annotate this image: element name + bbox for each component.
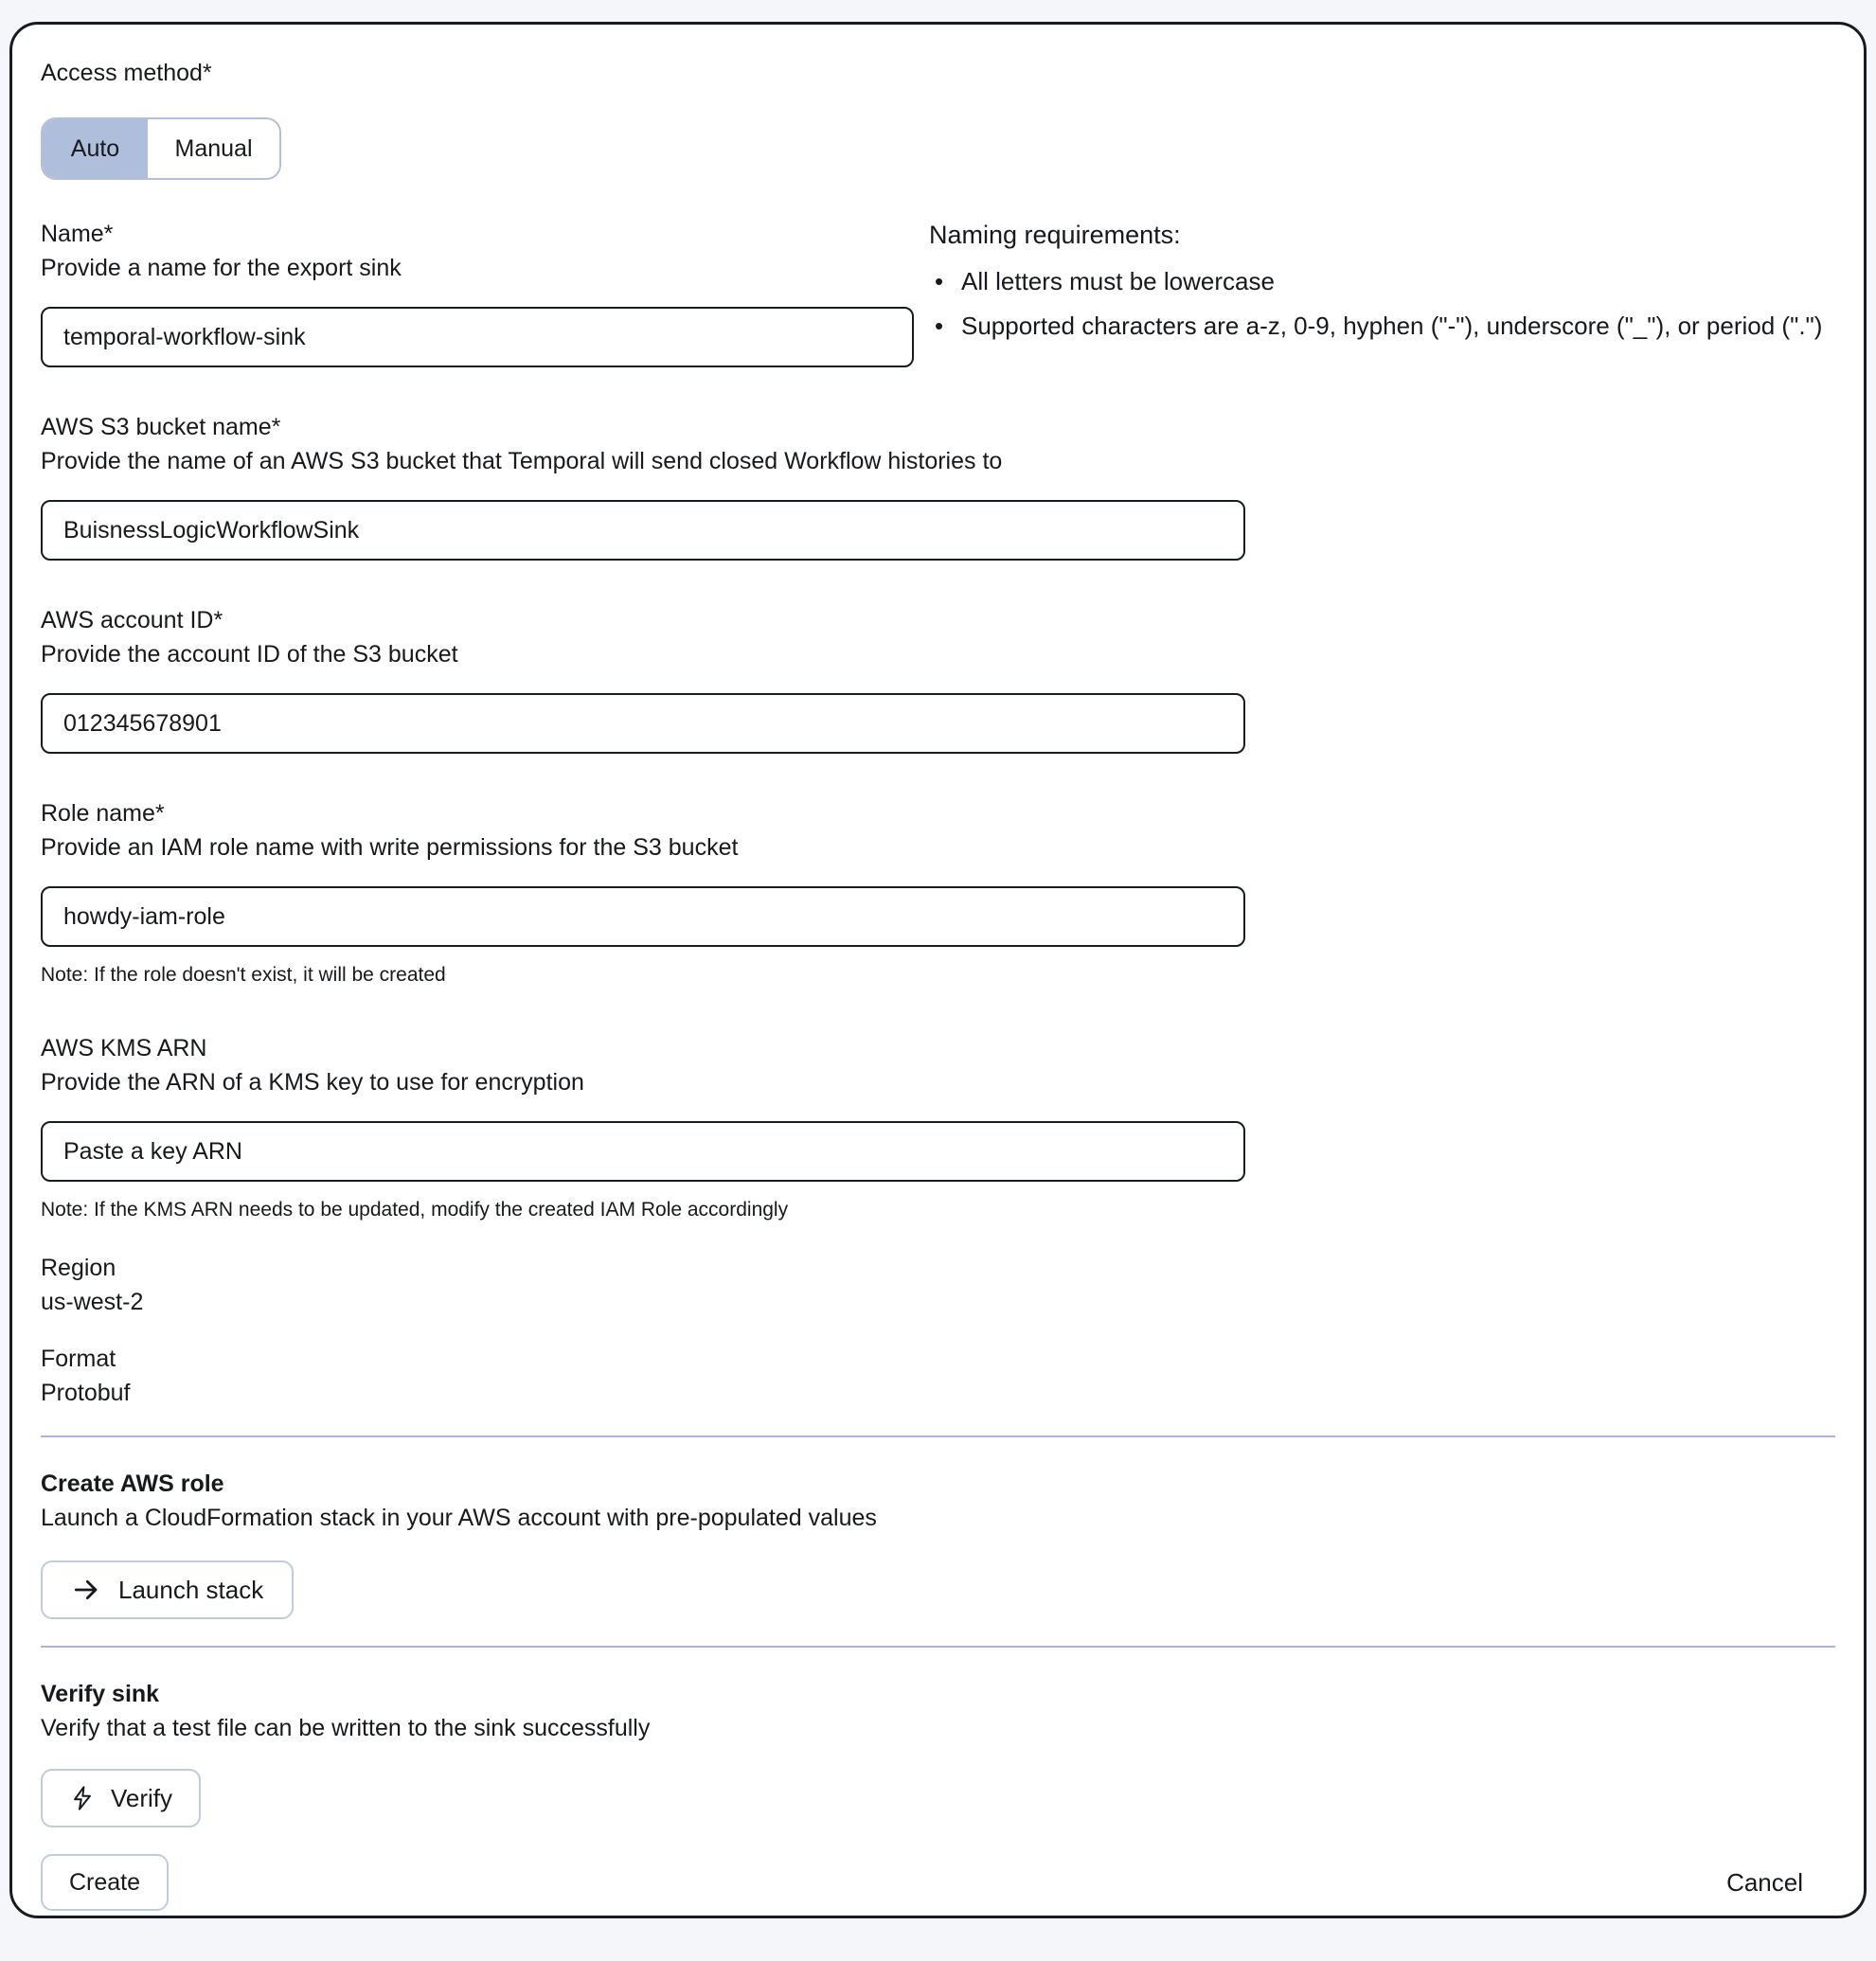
account-id-input[interactable] <box>41 693 1245 754</box>
kms-arn-field-group <box>41 1032 1835 1223</box>
format-field <box>41 1343 1835 1409</box>
kms-arn-label: AWS KMS ARN <box>41 1035 207 1061</box>
account-id-label: AWS account ID* <box>41 607 223 633</box>
account-id-field-group <box>41 604 1835 754</box>
verify-sink-title: Verify sink <box>41 1681 160 1707</box>
create-aws-role-section <box>41 1468 1835 1619</box>
format-value: Protobuf <box>41 1380 131 1406</box>
name-field-group <box>41 218 914 367</box>
naming-requirements-title: Naming requirements: <box>929 221 1181 249</box>
access-method-option-manual[interactable]: Manual <box>148 119 279 178</box>
section-divider <box>41 1646 1835 1648</box>
access-method-toggle <box>41 117 281 180</box>
verify-button-label: Verify <box>111 1783 173 1812</box>
form-footer <box>41 1854 1835 1911</box>
launch-stack-button-label: Launch stack <box>118 1575 264 1604</box>
kms-arn-description: Provide the ARN of a KMS key to use for encryption <box>41 1069 584 1096</box>
cancel-button[interactable]: Cancel <box>1726 1867 1803 1897</box>
access-method-label: Access method* <box>41 60 212 86</box>
naming-requirements <box>929 218 1835 345</box>
launch-stack-button[interactable] <box>41 1560 294 1619</box>
create-aws-role-title: Create AWS role <box>41 1471 224 1497</box>
naming-requirements-list <box>929 263 1824 345</box>
role-name-field-group <box>41 797 1835 989</box>
s3-bucket-label: AWS S3 bucket name* <box>41 414 281 440</box>
region-value: us-west-2 <box>41 1289 144 1315</box>
region-label: Region <box>41 1255 116 1281</box>
role-name-input[interactable] <box>41 886 1245 947</box>
create-aws-role-description: Launch a CloudFormation stack in your AWS account with pre-populated values <box>41 1505 877 1531</box>
section-divider <box>41 1435 1835 1437</box>
s3-bucket-field-group <box>41 411 1835 561</box>
name-description: Provide a name for the export sink <box>41 255 402 281</box>
s3-bucket-description: Provide the name of an AWS S3 bucket that Temporal will send closed Workflow histories to <box>41 448 1003 474</box>
verify-sink-section <box>41 1678 1835 1827</box>
role-name-description: Provide an IAM role name with write permissions for the S3 bucket <box>41 834 739 861</box>
name-and-requirements-row <box>41 218 1835 367</box>
export-sink-form-card <box>9 22 1867 1918</box>
account-id-description: Provide the account ID of the S3 bucket <box>41 641 458 668</box>
verify-button[interactable] <box>41 1769 201 1827</box>
kms-arn-note: Note: If the KMS ARN needs to be updated, modify the created IAM Role accordingly <box>41 1199 789 1221</box>
region-field <box>41 1252 1835 1318</box>
lightning-bolt-icon <box>69 1785 96 1811</box>
create-button[interactable]: Create <box>41 1854 169 1911</box>
name-label: Name* <box>41 221 114 247</box>
naming-requirement-item: • Supported characters are a-z, 0-9, hyphen ("-"), underscore ("_"), or period (".") <box>929 308 1824 345</box>
arrow-right-icon <box>71 1575 101 1605</box>
verify-sink-description: Verify that a test file can be written to the sink successfully <box>41 1715 651 1741</box>
role-name-note: Note: If the role doesn't exist, it will be created <box>41 964 446 986</box>
kms-arn-input[interactable] <box>41 1121 1245 1182</box>
role-name-label: Role name* <box>41 800 165 827</box>
access-method-option-auto[interactable]: Auto <box>43 119 148 178</box>
name-input[interactable] <box>41 307 914 367</box>
s3-bucket-input[interactable] <box>41 500 1245 561</box>
naming-requirement-item: • All letters must be lowercase <box>929 263 1824 300</box>
format-label: Format <box>41 1346 116 1372</box>
